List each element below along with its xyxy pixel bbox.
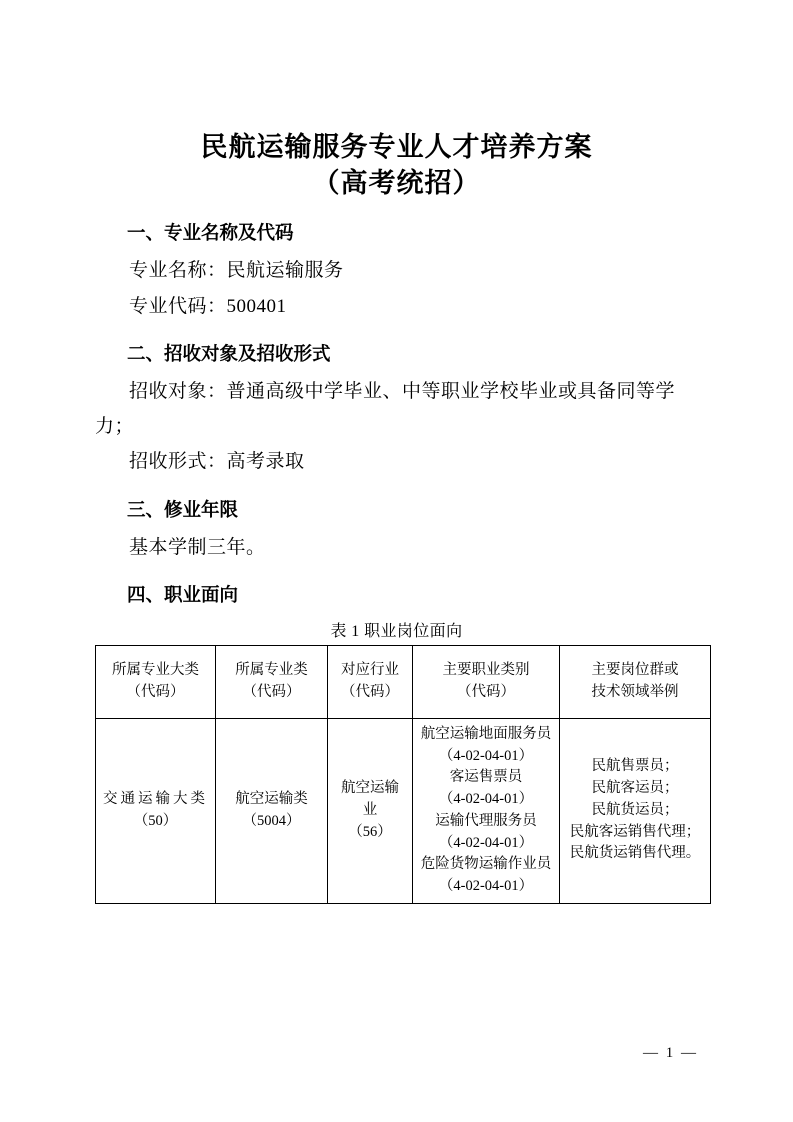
table-header-cell-1: [96, 645, 216, 718]
table-cell-major-class: [216, 718, 328, 903]
table-cell-occupation-line-2: （4-02-04-01）: [438, 747, 534, 764]
table-cell-major-category-line-1: 交通运输大类: [103, 791, 208, 808]
table-cell-occupation-line-3: 客运售票员: [449, 769, 523, 786]
table-header-cell-4-line-1: 主要职业类别: [442, 662, 530, 679]
table-cell-major-category: [96, 718, 216, 903]
table-header-cell-5: [560, 645, 711, 718]
table-header-cell-2-line-1: 所属专业类: [235, 662, 308, 679]
table-cell-occupation-line-5: 运输代理服务员: [435, 812, 537, 829]
table-caption: 表 1 职业岗位面向: [330, 622, 463, 640]
section-heading-3: 三、修业年限: [127, 499, 239, 521]
table-header-cell-3-line-2: （代码）: [341, 683, 399, 700]
table-header-cell-3: [328, 645, 413, 718]
table-cell-position-line-2: 民航客运员；: [591, 780, 679, 797]
table-cell-occupation-line-4: （4-02-04-01）: [438, 791, 534, 808]
table-cell-occupation-line-7: 危险货物运输作业员: [420, 856, 552, 873]
table-header-cell-5-line-1: 主要岗位群或: [591, 662, 679, 679]
table-cell-occupation-category: [413, 718, 560, 903]
table-cell-occupation-line-6: （4-02-04-01）: [438, 834, 534, 851]
page-title: 民航运输服务专业人才培养方案: [200, 132, 593, 163]
table-row: [96, 718, 711, 903]
table-cell-position-line-3: 民航货运员；: [591, 801, 679, 818]
section-2-line-2: 招收形式：高考录取: [129, 451, 305, 473]
table-header-cell-1-line-1: 所属专业大类: [112, 662, 199, 679]
table-body: [96, 718, 711, 903]
table-cell-position-line-4: 民航客运销售代理；: [569, 823, 701, 840]
table-header-row: [96, 645, 711, 718]
table-cell-occupation-line-1: 航空运输地面服务员: [420, 725, 552, 742]
table-header-cell-4: [413, 645, 560, 718]
table-header-cell-2: [216, 645, 328, 718]
section-heading-4: 四、职业面向: [127, 585, 239, 607]
table-cell-occupation-line-8: （4-02-04-01）: [438, 878, 534, 895]
section-1-line-2: 专业代码：500401: [129, 295, 287, 317]
table-header: [96, 645, 711, 718]
table-cell-major-class-line-2: （5004）: [242, 812, 301, 829]
section-2-line-1: 招收对象：普通高级中学毕业、中等职业学校毕业或具备同等学力；: [95, 381, 676, 438]
table-cell-major-class-line-1: 航空运输类: [235, 791, 308, 808]
table-cell-industry-line-1: 航空运输: [341, 780, 399, 797]
section-1-line-1: 专业名称：民航运输服务: [129, 260, 344, 282]
page-subtitle: （高考统招）: [312, 168, 481, 200]
table-cell-industry-line-2: 业: [362, 801, 378, 818]
table-cell-position-line-1: 民航售票员；: [591, 758, 679, 775]
table-cell-industry: [328, 718, 413, 903]
job-orientation-table: [95, 645, 711, 904]
page-number: — 1 —: [643, 1045, 698, 1061]
table-header-cell-4-line-2: （代码）: [457, 683, 515, 700]
section-3-line-1: 基本学制三年。: [129, 537, 266, 559]
table-header-cell-1-line-2: （代码）: [126, 683, 185, 700]
table-header-cell-5-line-2: 技术领域举例: [591, 683, 679, 700]
table-cell-position-groups: [560, 718, 711, 903]
table-header-cell-2-line-2: （代码）: [242, 683, 301, 700]
table-cell-position-line-5: 民航货运销售代理。: [569, 845, 701, 862]
table-header-cell-3-line-1: 对应行业: [341, 662, 399, 679]
section-heading-2: 二、招收对象及招收形式: [127, 343, 331, 365]
table-cell-industry-line-3: （56）: [348, 823, 392, 840]
table-cell-major-category-line-2: （50）: [133, 812, 178, 829]
section-heading-1: 一、专业名称及代码: [127, 222, 294, 244]
